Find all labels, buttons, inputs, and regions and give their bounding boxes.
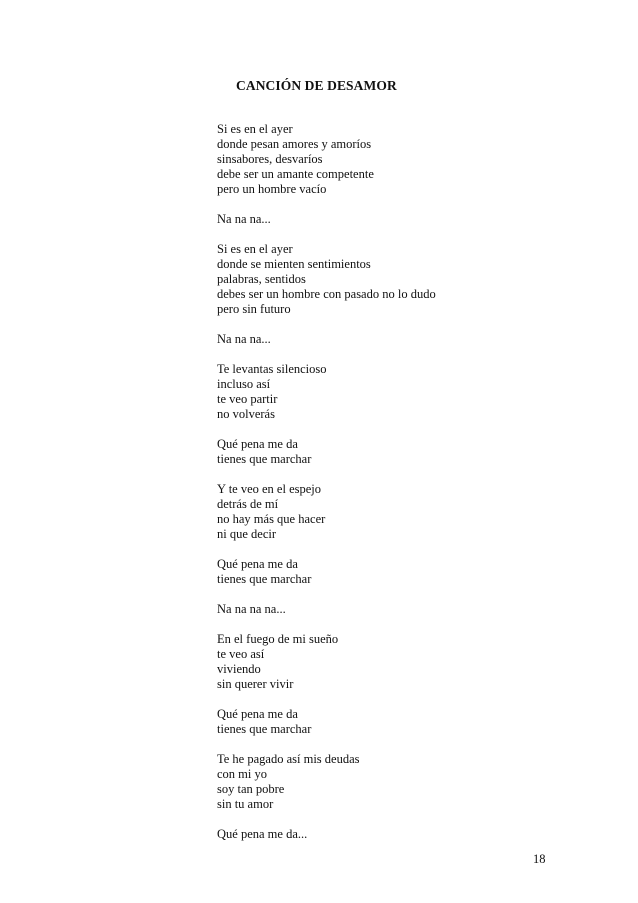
poem-line: donde pesan amores y amoríos	[217, 137, 372, 151]
poem-line: Qué pena me da...	[217, 827, 308, 841]
poem-line: no volverás	[217, 407, 275, 421]
poem-line: pero sin futuro	[217, 302, 291, 316]
stanza	[217, 437, 597, 467]
stanza	[217, 827, 597, 842]
poem-line: viviendo	[217, 662, 261, 676]
poem-line: debes ser un hombre con pasado no lo dudo	[217, 287, 436, 301]
poem-line: sin querer vivir	[217, 677, 294, 691]
stanza	[217, 557, 597, 587]
poem-line: Na na na na...	[217, 602, 286, 616]
poem-line: Na na na...	[217, 212, 271, 226]
stanza	[217, 752, 597, 812]
poem-line: palabras, sentidos	[217, 272, 306, 286]
stanza	[217, 632, 597, 692]
poem-line: te veo así	[217, 647, 265, 661]
poem-line: no hay más que hacer	[217, 512, 326, 526]
poem-line: tienes que marchar	[217, 572, 312, 586]
poem-line: tienes que marchar	[217, 722, 312, 736]
poem-line: Si es en el ayer	[217, 242, 293, 256]
poem-line: debe ser un amante competente	[217, 167, 374, 181]
poem-line: En el fuego de mi sueño	[217, 632, 339, 646]
stanza	[217, 242, 597, 317]
poem-line: ni que decir	[217, 527, 277, 541]
poem-line: Te levantas silencioso	[217, 362, 327, 376]
stanza	[217, 482, 597, 542]
poem-line: sinsabores, desvaríos	[217, 152, 323, 166]
poem-line: con mi yo	[217, 767, 267, 781]
poem-line: te veo partir	[217, 392, 278, 406]
poem-line: soy tan pobre	[217, 782, 285, 796]
poem-line: Na na na...	[217, 332, 271, 346]
poem-line: Si es en el ayer	[217, 122, 293, 136]
poem-line: Qué pena me da	[217, 707, 298, 721]
stanza	[217, 362, 597, 422]
poem-line: Qué pena me da	[217, 437, 298, 451]
stanza	[217, 332, 597, 347]
stanza	[217, 212, 597, 227]
stanza	[217, 122, 597, 197]
poem-line: Te he pagado así mis deudas	[217, 752, 360, 766]
poem-body	[217, 122, 597, 857]
poem-line: donde se mienten sentimientos	[217, 257, 371, 271]
poem-line: detrás de mí	[217, 497, 279, 511]
poem-line: pero un hombre vacío	[217, 182, 327, 196]
page-number: 18	[533, 852, 546, 866]
poem-line: sin tu amor	[217, 797, 274, 811]
poem-line: Y te veo en el espejo	[217, 482, 322, 496]
stanza	[217, 707, 597, 737]
poem-line: incluso así	[217, 377, 271, 391]
poem-line: Qué pena me da	[217, 557, 298, 571]
poem-title: CANCIÓN DE DESAMOR	[236, 78, 397, 93]
poem-line: tienes que marchar	[217, 452, 312, 466]
stanza	[217, 602, 597, 617]
